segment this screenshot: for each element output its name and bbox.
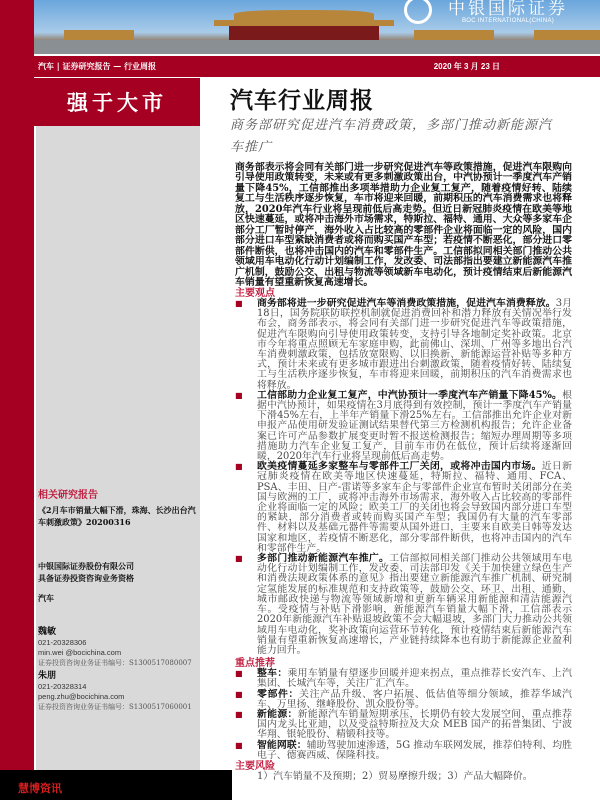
bullet-heading: 整车：	[257, 668, 288, 680]
watermark: 慧博资讯	[18, 782, 62, 795]
bullet-icon: ■	[235, 689, 243, 699]
related-reports	[38, 490, 198, 528]
bullet-icon: ■	[235, 740, 243, 750]
bullet-icon: ■	[235, 299, 243, 308]
bullet-heading: 欧美疫情蔓延多家整车与零部件工厂关闭，或将冲击国内市场。	[257, 461, 542, 473]
recommendation-item	[235, 741, 572, 761]
bullet-icon: ■	[235, 462, 243, 472]
risk-list	[235, 772, 572, 782]
main-views-section	[235, 288, 572, 782]
related-heading: 相关研究报告	[38, 490, 98, 501]
page-title: 汽车行业周报	[230, 87, 374, 114]
bullet-text: 乘用车销量有望逐步回暖并迎来拐点，重点推荐长安汽车、上汽集团、长城汽车等，关注广汇汽车。	[257, 668, 572, 690]
logo-cn: 中银国际证券	[448, 0, 568, 19]
company-name: 中银国际证券股份有限公司	[38, 561, 134, 571]
section-heading: 重点推荐	[235, 658, 275, 670]
analyst-email[interactable]: peng.zhu@bocichina.com	[38, 692, 125, 701]
left-red-strip	[0, 0, 34, 770]
bullet-text: 新能源汽车销量短期承压，长期仍有较大发展空间，重点推荐国内龙头比亚迪，以及受益特斯拉及大众 MEB 国产的拓普集团、宁波华翔、银轮股份、精锻科技等。	[257, 708, 572, 741]
bullet-text: 近日新冠肺炎疫情在欧美等地区快速蔓延，特斯拉、福特、通用、FCA、PSA、丰田、日产-雷诺等多家车企与零部件企业宣布暂时关闭部分在美国与欧洲的工厂，或将冲击海外市场需求，海外收入占比较高的零部件企业将面临一定的风险；欧美工厂的关闭也将会导致国内部分进口车型的紧缺，部分消费者或转而购买国产车型；我国仍有大量的汽车零部件、材料以及基础元器件等需要从国外进口，主要来自欧美日韩等发达国家和地区，若疫情不断恶化，部分零部件断供，也将冲击国内的汽车和零部件生产。	[257, 461, 572, 554]
company-info	[38, 560, 134, 604]
related-report-link[interactable]: 《2月车市销量大幅下滑，珠海、长沙出台汽车刺激政策》20200316	[38, 505, 196, 527]
breadcrumb: 汽车 | 证券研究报告 — 行业周报	[38, 61, 157, 71]
company-logo	[448, 0, 568, 24]
logo-en: BOC INTERNATIONAL(CHINA)	[461, 18, 555, 24]
analyst-card	[38, 626, 203, 668]
analyst-license: 证券投资咨询业务证书编号：S1300517080007	[38, 659, 192, 667]
risk-text: 1）汽车销量不及预期；2）贸易摩擦升级；3）产品大幅降价。	[257, 770, 533, 782]
report-date: 2020 年 3 月 23 日	[433, 62, 500, 71]
qualification: 具备证券投资咨询业务资格	[38, 573, 134, 583]
sector: 汽车	[38, 593, 54, 603]
main-view-item	[235, 462, 572, 554]
analyst-email[interactable]: min.wei @bocichina.com	[38, 648, 122, 657]
section-heading: 主要风险	[235, 760, 275, 772]
bullet-heading: 智能网联：	[257, 739, 307, 751]
bullet-icon: ■	[235, 390, 243, 400]
bullet-heading: 新能源：	[257, 708, 298, 720]
bullet-text: 关注产品升级、客户拓展、低估值等细分领域，推荐华域汽车、万里扬、继峰股份、凯众股份等。	[257, 688, 572, 710]
analyst-phone: 021-20328314	[38, 682, 87, 691]
main-view-item	[235, 391, 572, 462]
page-subtitle: 商务部研究促进汽车消费政策，多部门推动新能源汽车推广	[230, 118, 553, 155]
title-block	[206, 82, 596, 159]
analyst-license: 证券投资咨询业务证书编号：S1300517060001	[38, 703, 192, 711]
recommendation-item	[235, 690, 572, 710]
report-info-bar	[34, 56, 600, 77]
main-view-item	[235, 299, 572, 391]
bullet-text: 辅助驾驶加速渗透，5G 推动车联网发展，推荐伯特利、均胜电子、德赛西威、保隆科技。	[257, 739, 572, 761]
section-heading: 主要观点	[235, 288, 275, 299]
bullet-heading: 工信部助力企业复工复产，中汽协预计一季度汽车产销量下降45%。	[257, 389, 563, 401]
analyst-card	[38, 670, 203, 712]
bullet-icon: ■	[235, 709, 243, 719]
bullet-text: 工信部拟同相关部门推动公共领域用车电动化行动计划编制工作，发改委、司法部印发《关于加快建立绿色生产和消费法规政策体系的意见》指出要建立新能源汽车推广机制、研究制定氢能发展的标准规范和支持政策等，鼓励公交、环卫、出租、通勤、城市邮政快递与物流等领域新增和更新车辆采用新能源和清洁能源汽车。受疫情与补贴下滑影响，新能源汽车销量大幅下滑，工信部表示2020年新能源汽车补贴退坡政策不会大幅退坡，多部门大力推动公共领域用车电动化，奖补政策向运营环节转化，预计疫情结束后新能源汽车销量有望重新恢复高速增长，产业链持续降本也有助于新能源企业盈利能力回升。	[257, 553, 572, 656]
analyst-name: 朱朋	[38, 671, 57, 681]
bullet-text: 根据中汽协预计，如果疫情在3月底得到有效控制，预计一季度汽车产销量下滑45%左右，上半年产销量下滑25%左右。工信部推出允许企业对新申报产品使用研发验证测试结果替代第三方检测机构报告；允许企业备案已许可产品参数扩展变更时暂不报送检测报告；缩短办理周期等多项措施助力汽车企业复工复产，目前车市仍在低位，预计后续将逐渐回暖，2020年汽车行业将呈现前低后高走势。	[257, 389, 572, 463]
header-banner	[34, 0, 600, 54]
boc-logo-icon	[404, 0, 432, 24]
bullet-text: 3月18日，国务院联防联控机制就促进消费回补和潜力释放有关情况举行发布会，商务部表示，将会同有关部门进一步研究促进汽车等政策措施，促进汽车限购向引导使用政策转变，支持引导各地制定奖补政策。北京市今年将重点照顾无车家庭申购，此前佛山、深圳、广州等多地出台汽车消费刺激政策，包括放宽限购、以旧换新、新能源运营补贴等多种方式，预计未来或有更多城市跟进出台刺激政策，随着疫情好转、陆续复工与生活秩序逐步恢复，车市将迎来回暖，前期积压的汽车消费需求也将释放。	[257, 298, 572, 391]
analyst-name: 魏敏	[38, 627, 57, 637]
recommendation-item	[235, 710, 572, 741]
bullet-heading: 多部门推动新能源汽车推广。	[257, 553, 390, 565]
recommendation-item	[235, 669, 572, 689]
bullet-heading: 商务部将进一步研究促进汽车等消费政策措施，促进汽车消费释放。	[257, 298, 556, 309]
bullet-icon: ■	[235, 554, 243, 564]
bullet-icon: ■	[235, 669, 243, 679]
analysts	[38, 626, 203, 714]
summary-paragraph: 商务部表示将会同有关部门进一步研究促进汽车等政策措施，促进汽车限购向引导使用政策转变，未来或有更多刺激政策出台，中汽协预计一季度汽车产销量下降45%，工信部推出多项举措助力企业复工复产，随着疫情好转、陆续复工与生活秩序逐步恢复，车市将迎来回暖，前期积压的汽车消费需求也将释放，2020年汽车行业将呈现前低后高走势。但近日新冠肺炎疫情在欧美等地区快速蔓延，或将冲击海外市场需求，特斯拉、福特、通用、大众等多家车企部分工厂暂时停产，海外收入占比较高的零部件企业将面临一定的风险，国内部分进口车型紧缺消费者或将而购买国产车型；若疫情不断恶化，部分进口零部件断供，也将冲击国内的汽车和零部件生产。工信部拟同相关部门推动公共领域用车电动化行动计划编制工作，发改委、司法部指出要建立新能源汽车推广机制，鼓励公交、出租与物流等领域新车电动化，预计疫情结束后新能源汽车销量有望重新恢复高速增长。	[235, 162, 572, 288]
bullet-heading: 零部件：	[257, 688, 300, 700]
footer	[0, 770, 232, 800]
analyst-phone: 021-20328306	[38, 638, 87, 647]
rating-badge: 强于大市	[34, 78, 200, 126]
main-view-item	[235, 554, 572, 656]
